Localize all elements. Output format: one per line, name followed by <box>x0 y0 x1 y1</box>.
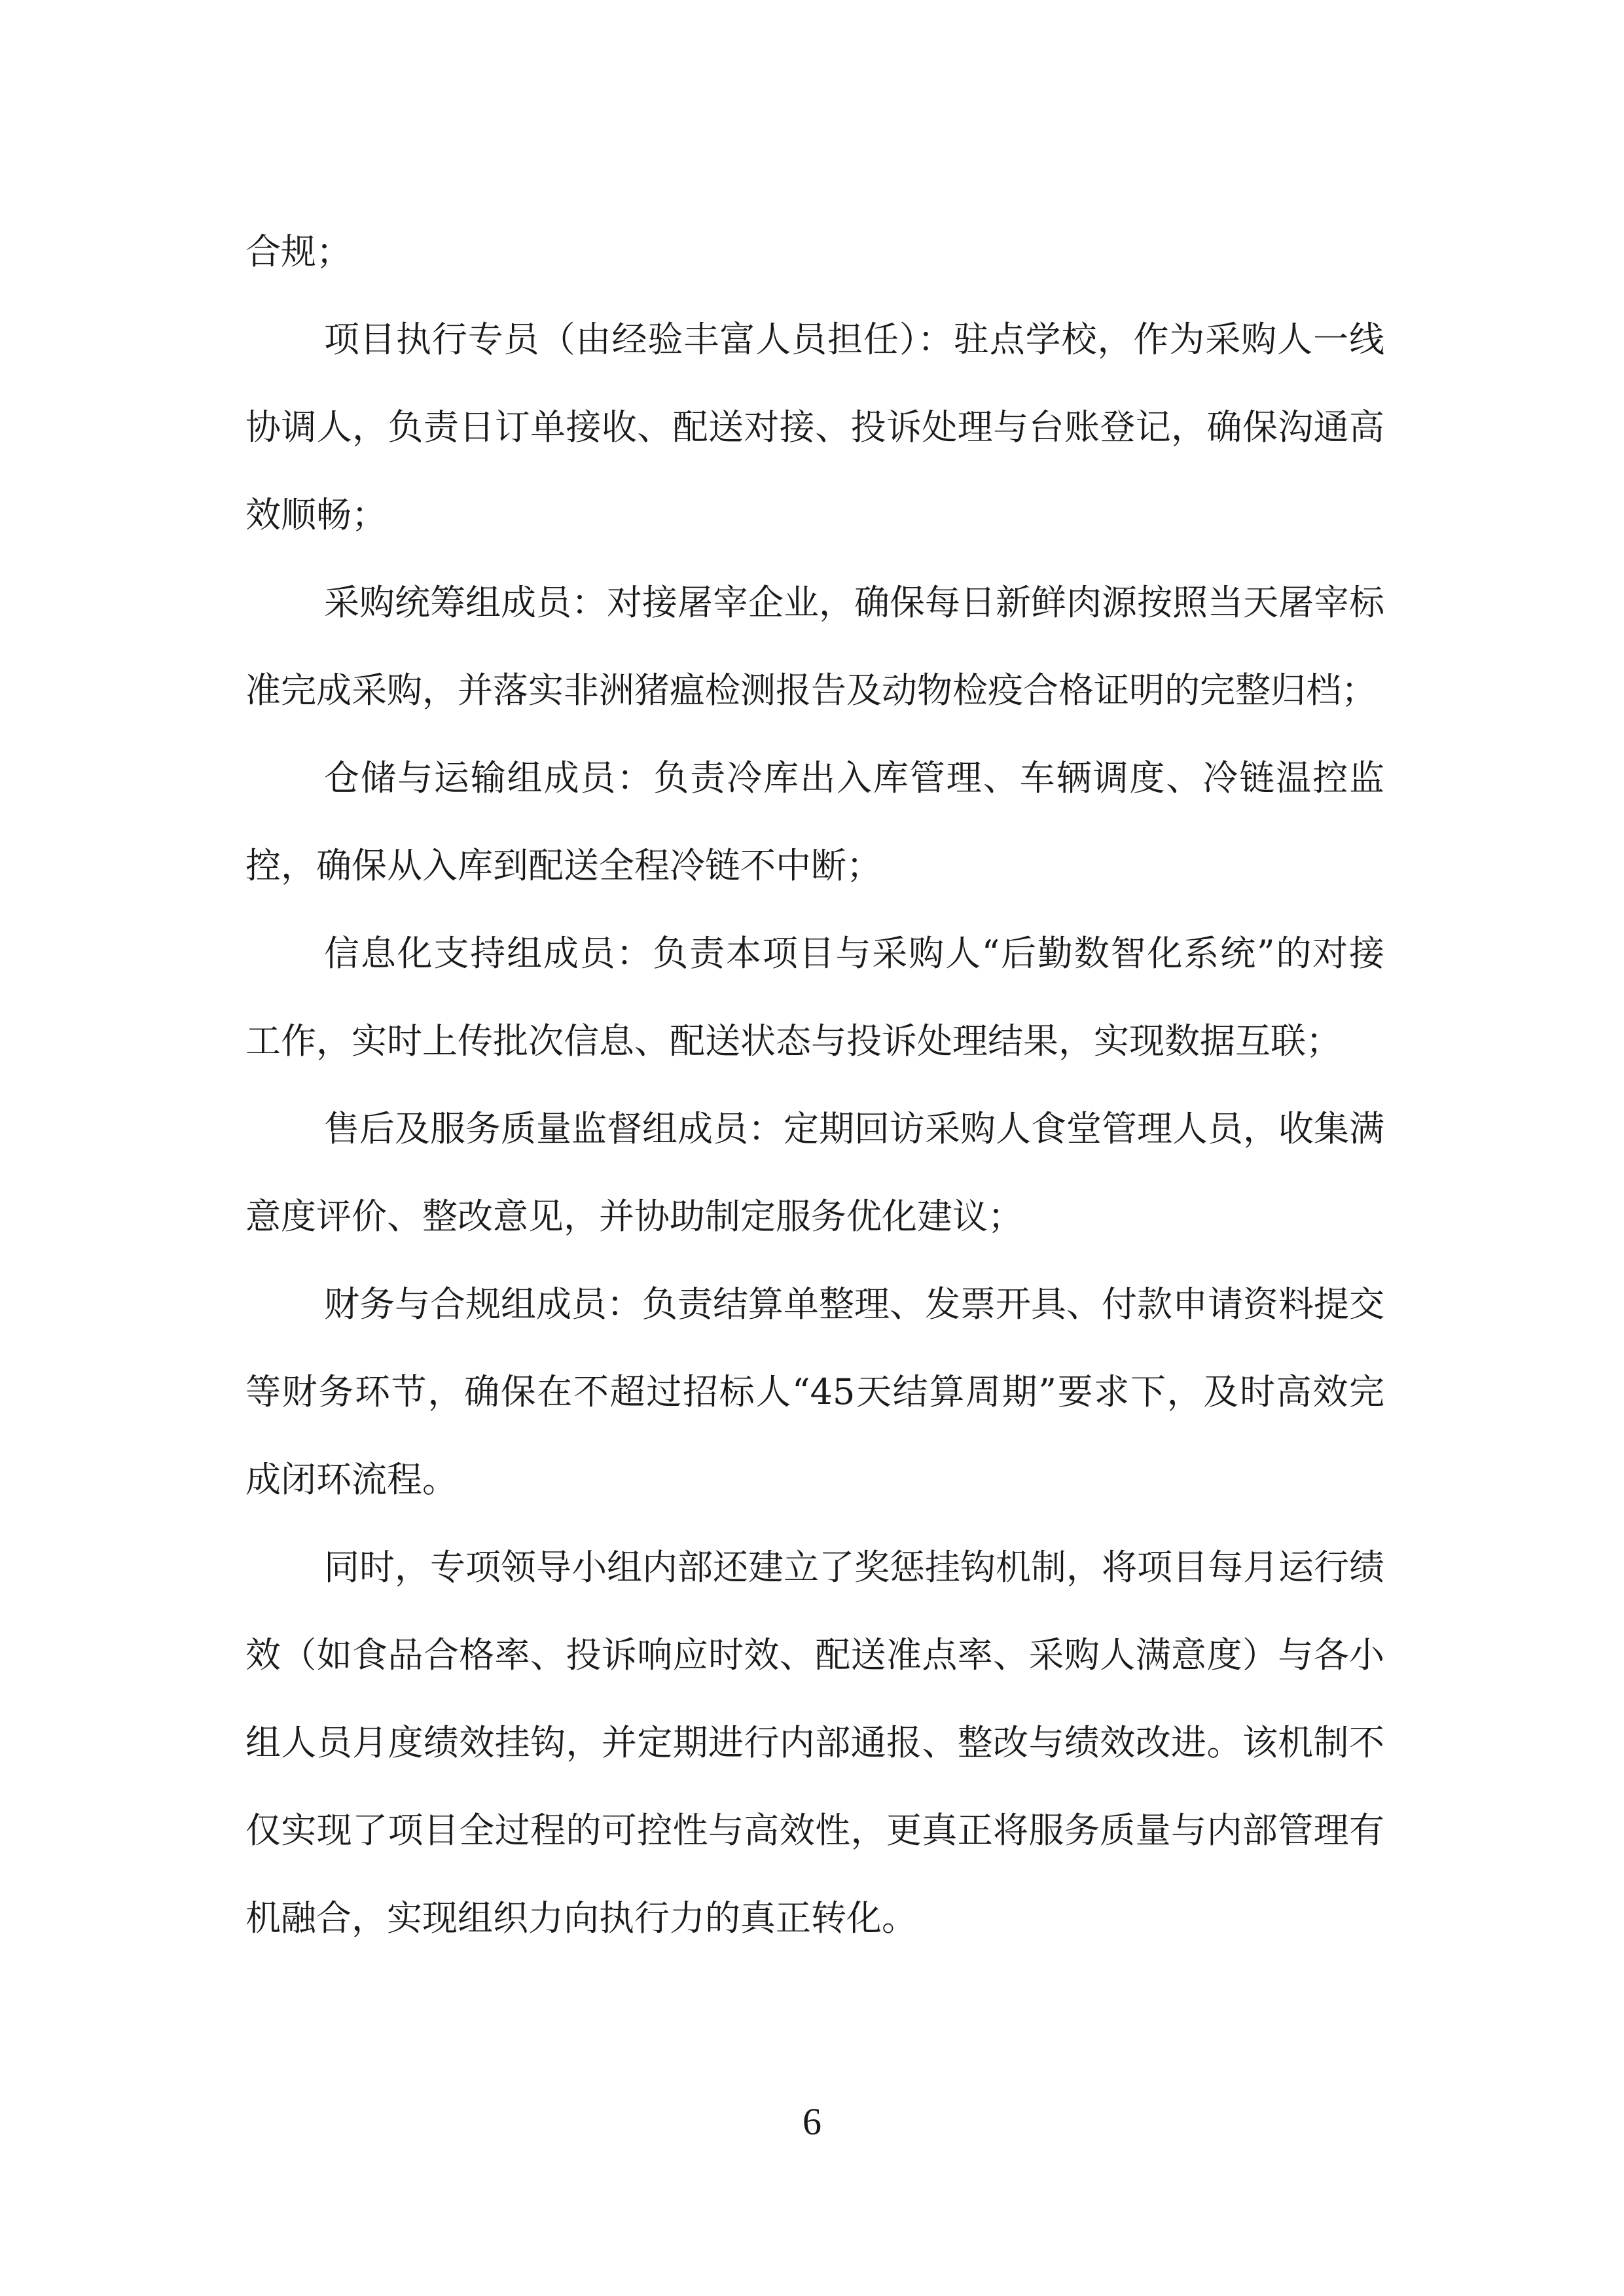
paragraph-after-sales-team: 售后及服务质量监督组成员：定期回访采购人食堂管理人员，收集满意度评价、整改意见，并协助制定服务优化建议； <box>245 1108 1384 1237</box>
paragraph-finance-team: 财务与合规组成员：负责结算单整理、发票开具、付款申请资料提交等财务环节，确保在不超过招标人“45天结算周期”要求下，及时高效完成闭环流程。 <box>245 1283 1384 1500</box>
paragraph-storage-transport-team: 仓储与运输组成员：负责冷库出入库管理、车辆调度、冷链温控监控，确保从入库到配送全程冷链不中断； <box>245 757 1384 886</box>
paragraph-it-support-team: 信息化支持组成员：负责本项目与采购人“后勤数智化系统”的对接工作，实时上传批次信息、配送状态与投诉处理结果，实现数据互联； <box>245 933 1384 1062</box>
paragraph-project-executive: 项目执行专员（由经验丰富人员担任）：驻点学校，作为采购人一线协调人，负责日订单接收、配送对接、投诉处理与台账登记，确保沟通高效顺畅； <box>245 319 1384 535</box>
body-text <box>245 208 1384 1962</box>
paragraph-continuation: 合规； <box>245 231 352 272</box>
paragraph-procurement-team: 采购统筹组成员：对接屠宰企业，确保每日新鲜肉源按照当天屠宰标准完成采购，并落实非洲猪瘟检测报告及动物检疫合格证明的完整归档； <box>245 582 1384 711</box>
paragraph-incentive-mechanism: 同时，专项领导小组内部还建立了奖惩挂钩机制，将项目每月运行绩效（如食品合格率、投诉响应时效、配送准点率、采购人满意度）与各小组人员月度绩效挂钩，并定期进行内部通报、整改与绩效改进。该机制不仅实现了项目全过程的可控性与高效性，更真正将服务质量与内部管理有机融合，实现组织力向执行力的真正转化。 <box>245 1547 1384 1939</box>
page-number: 6 <box>803 2100 821 2143</box>
